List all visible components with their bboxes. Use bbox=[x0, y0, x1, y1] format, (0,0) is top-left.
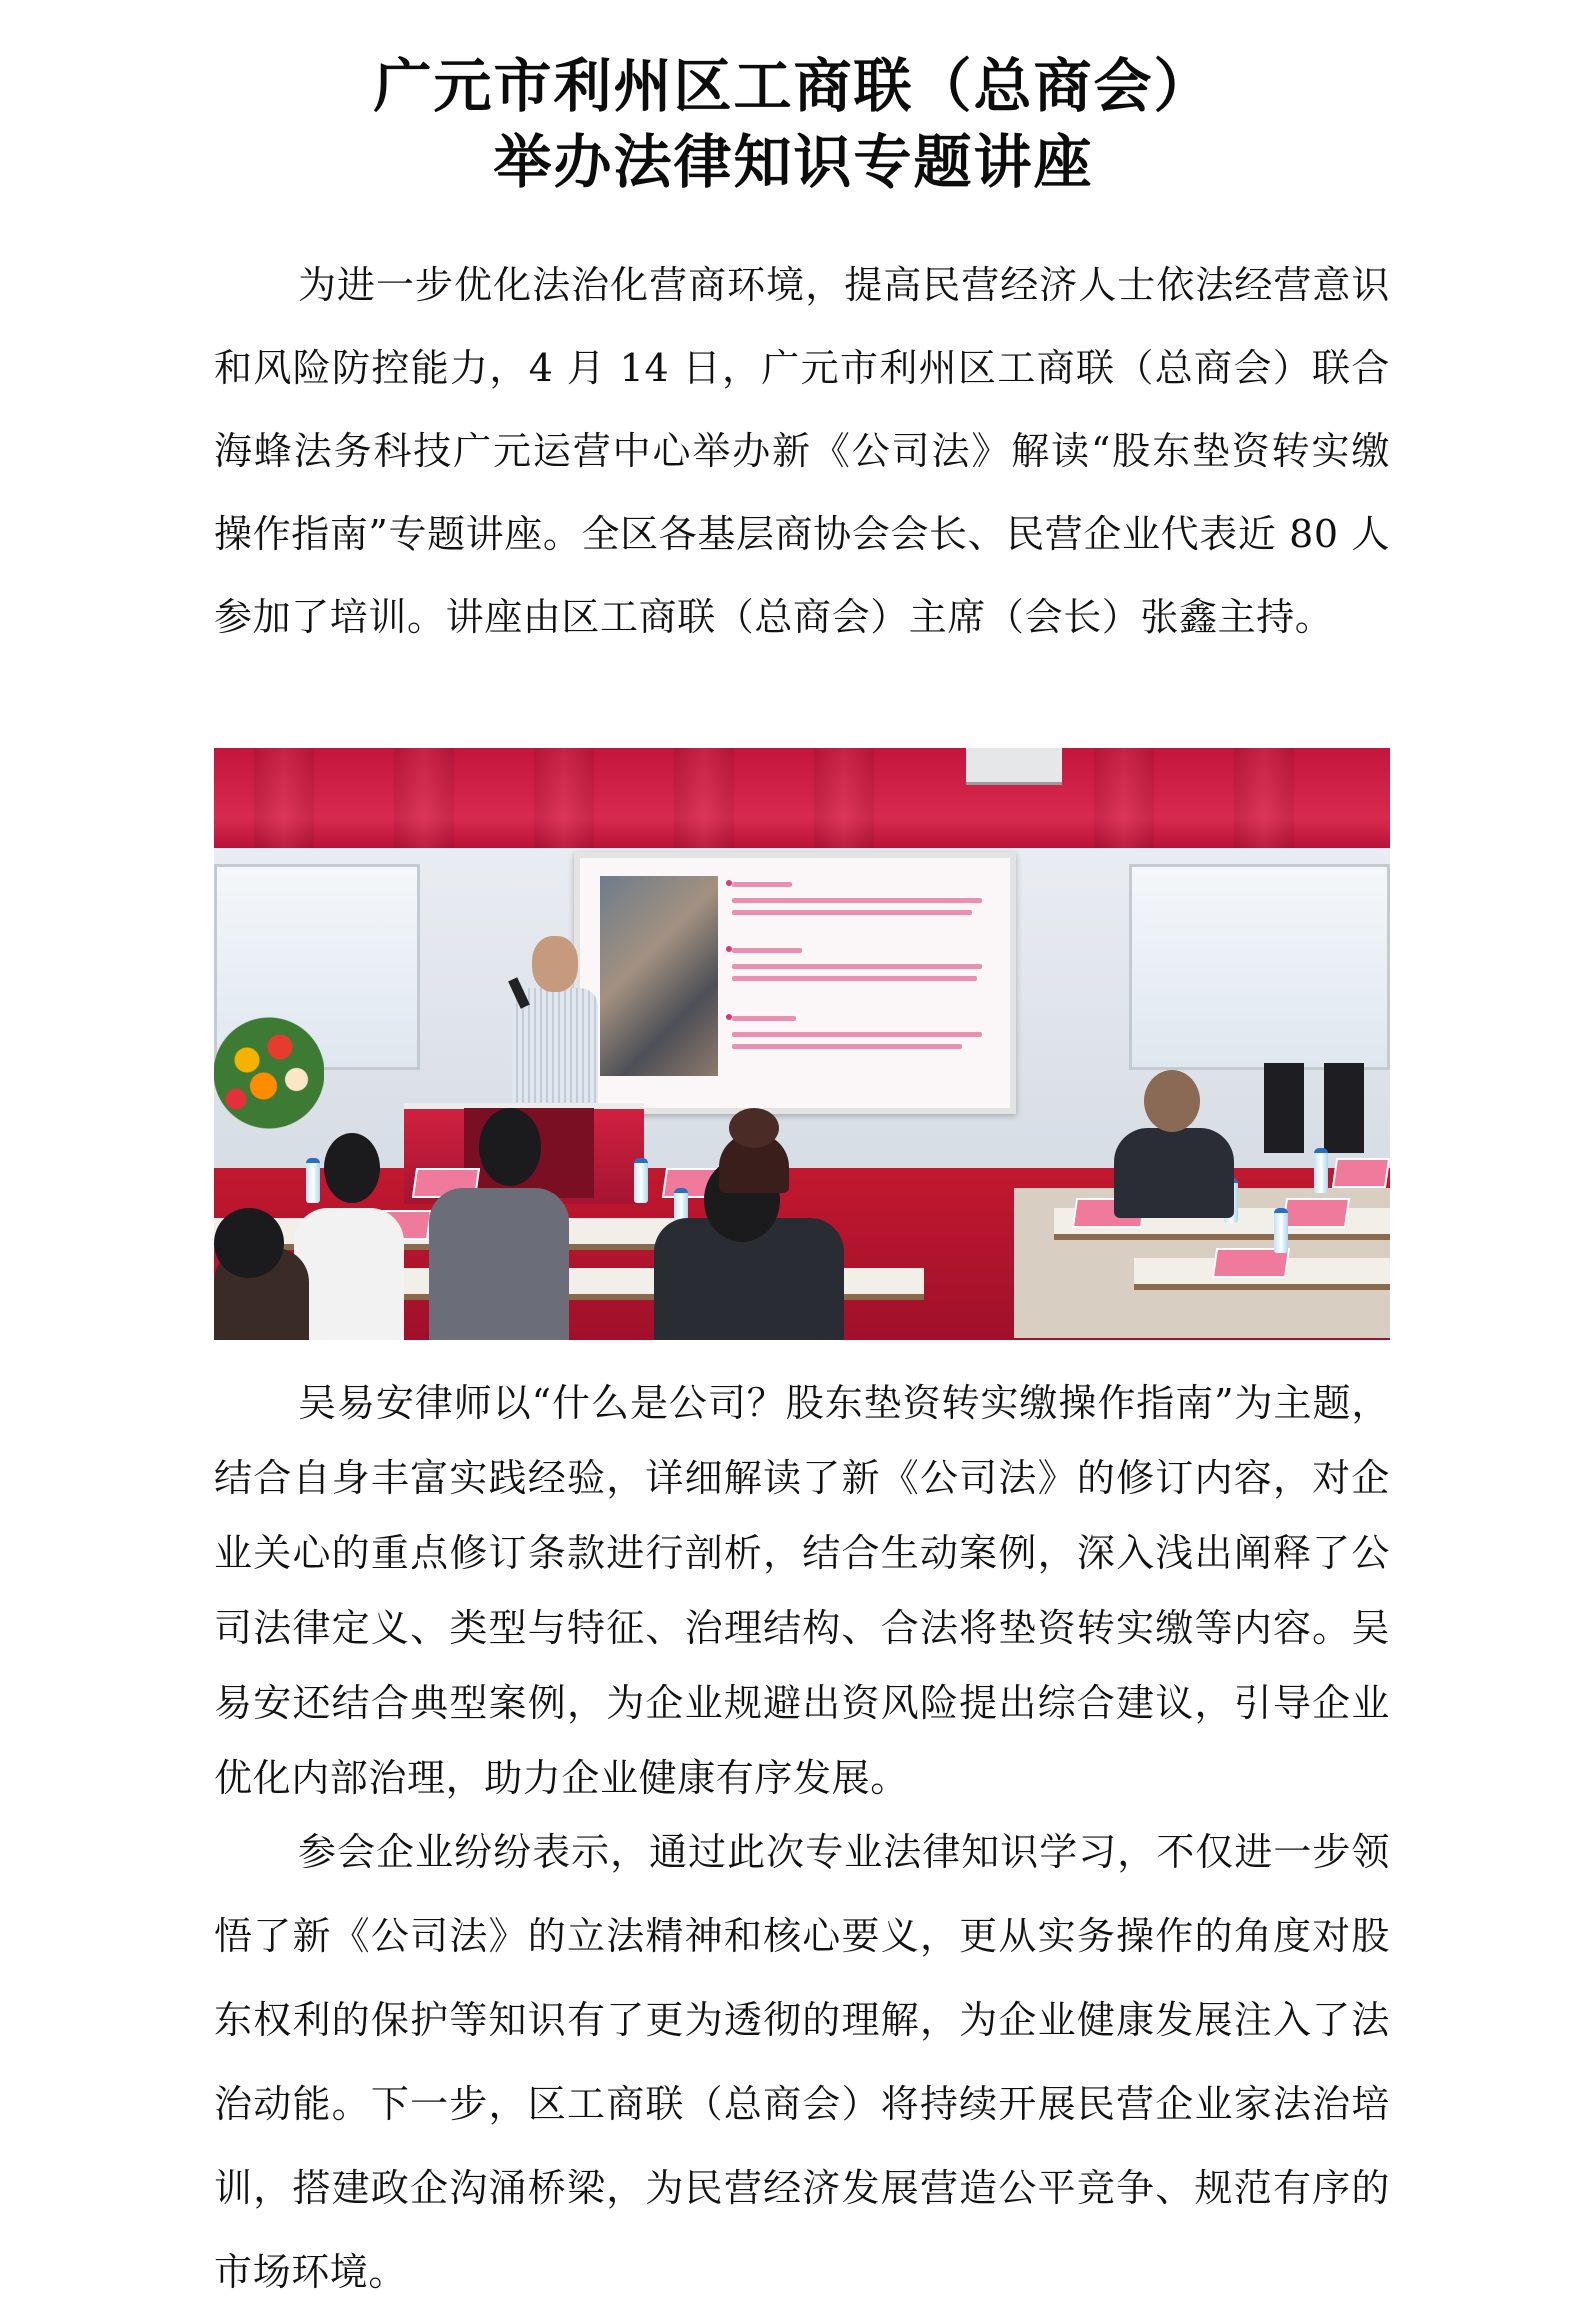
nameplate bbox=[1332, 1158, 1390, 1188]
paragraph-intro: 为进一步优化法治化营商环境，提高民营经济人士依法经营意识和风险防控能力，4 月 14 日，广元市利州区工商联（总商会）联合海蜂法务科技广元运营中心举办新《公司法》解读“股东垫资转实缴操作指南”专题讲座。全区各基层商协会会长、民营企业代表近 80 人参加了培训。讲座由区工商联（总商会）主席（会长）张鑫主持。 bbox=[214, 263, 1390, 639]
paragraph-feedback: 参会企业纷纷表示，通过此次专业法律知识学习，不仅进一步领悟了新《公司法》的立法精神和核心要义，更从实务操作的角度对股东权利的保护等知识有了更为透彻的理解，为企业健康发展注入了法治动能。下一步，区工商联（总商会）将持续开展民营企业家法治培训，搭建政企沟涌桥梁，为民营经济发展营造公平竞争、规范有序的市场环境。 bbox=[214, 1830, 1390, 2294]
audience-head bbox=[479, 1108, 541, 1186]
article-title-line-2: 举办法律知识专题讲座 bbox=[493, 127, 1094, 196]
audience-head bbox=[1144, 1070, 1200, 1132]
water-bottle bbox=[1314, 1148, 1328, 1193]
chair bbox=[1324, 1063, 1364, 1153]
audience-member bbox=[294, 1208, 404, 1340]
water-bottle bbox=[1274, 1208, 1288, 1253]
audience-member bbox=[429, 1188, 569, 1340]
audience-head bbox=[214, 1208, 284, 1278]
red-ceiling-drape bbox=[214, 748, 1390, 848]
lecture-photo bbox=[214, 748, 1390, 1340]
paragraph-lecture: 吴易安律师以“什么是公司？股东垫资转实缴操作指南”为主题，结合自身丰富实践经验，详细解读了新《公司法》的修订内容，对企业关心的重点修订条款进行剖析，结合生动案例，深入浅出阐释了公司法律定义、类型与特征、治理结构、合法将垫资转实缴等内容。吴易安还结合典型案例，为企业规避出资风险提出综合建议，引导企业优化内部治理，助力企业健康有序发展。 bbox=[214, 1381, 1390, 1800]
projection-screen bbox=[574, 852, 1016, 1114]
speaker-head bbox=[532, 936, 578, 992]
article-title-line-1: 广元市利州区工商联（总商会） bbox=[373, 51, 1214, 120]
chair bbox=[1264, 1063, 1304, 1153]
nameplate bbox=[1282, 1198, 1350, 1228]
audience-member bbox=[1114, 1128, 1234, 1218]
flower-arrangement bbox=[214, 1008, 324, 1138]
audience-head bbox=[324, 1133, 380, 1203]
audience-head bbox=[729, 1108, 779, 1148]
window-right bbox=[1129, 864, 1390, 1070]
water-bottle bbox=[634, 1158, 648, 1203]
water-bottle bbox=[306, 1158, 320, 1203]
ceiling-projector bbox=[966, 748, 1062, 785]
